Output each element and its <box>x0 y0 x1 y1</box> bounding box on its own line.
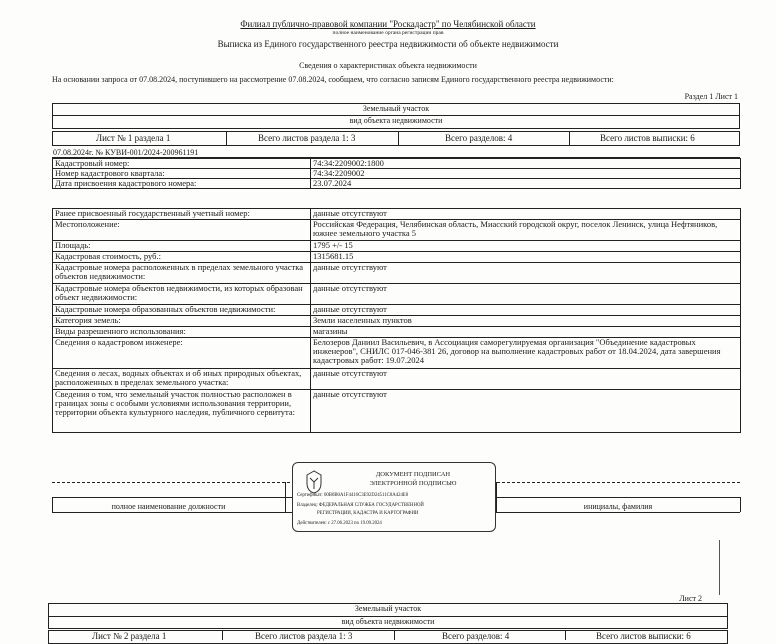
table-row <box>53 390 741 433</box>
row-value: 74:34:2209002 <box>311 169 741 179</box>
object-type-caption: вид объекта недвижимости <box>349 116 443 125</box>
sheet-2-sheets-total: Всего листов выписки: 6 <box>596 631 691 641</box>
stamp-certificate: Сертификат: 00B0B0A1F4416C3E92D24511C8A424E8 <box>297 493 409 498</box>
row-value: данные отсутствуют <box>311 284 741 305</box>
stamp-validity: Действителен: с 27.06.2023 по 19.09.2024 <box>297 521 382 526</box>
row-label: Сведения о кадастровом инженере: <box>53 338 311 369</box>
row-value: магазины <box>311 327 741 338</box>
table-row <box>53 159 741 169</box>
row-value: Российская Федерация, Челябинская область, Миасский городской округ, поселок Ленинск, улица Нефтяников, южнее земельного участка 5 <box>311 220 741 241</box>
table-row <box>53 263 741 284</box>
row-label: Ранее присвоенный государственный учетный номер: <box>53 209 311 220</box>
row-label: Виды разрешенного использования: <box>53 327 311 338</box>
sheet-2-object-type: Земельный участок <box>354 604 422 613</box>
table-row <box>53 169 741 179</box>
subtitle: Сведения о характеристиках объекта недвижимости <box>299 61 477 70</box>
row-label: Кадастровые номера образованных объектов недвижимости: <box>53 305 311 316</box>
row-value: 1795 +/- 15 <box>311 241 741 252</box>
sections-total: Всего разделов: 4 <box>445 133 513 143</box>
row-value: данные отсутствуют <box>311 390 741 433</box>
table-row <box>53 284 741 305</box>
row-label: Номер кадастрового квартала: <box>53 169 311 179</box>
extract-title: Выписка из Единого государственного реестра недвижимости об объекте недвижимости <box>217 39 559 49</box>
table-row <box>53 316 741 327</box>
table-row <box>53 241 741 252</box>
row-label: Сведения о лесах, водных объектах и об иных природных объектах, расположенных в пределах земельного участка: <box>53 369 311 390</box>
table-row <box>53 338 741 369</box>
row-value: 1315681.15 <box>311 252 741 263</box>
sheet-2-number: Лист № 2 раздела 1 <box>92 631 167 641</box>
row-label: Категория земель: <box>53 316 311 327</box>
row-value: данные отсутствуют <box>311 263 741 284</box>
row-value: Белозеров Даниил Васильевич, в Ассоциация саморегулируемая организация "Объединение кадастровых инженеров", СНИЛС 017-046-381 26, договор на выполнение кадастровых работ от 18.04.2024, дата завершения кадастровых работ: 19.07.2024 <box>311 338 741 369</box>
basis-text: На основании запроса от 07.08.2024, поступившего на рассмотрение 07.08.2024, сообщаем, что согласно записям Единого государственного реестра недвижимости: <box>52 75 614 84</box>
characteristics-table <box>52 208 741 433</box>
sheet-2-label: Лист 2 <box>679 594 702 603</box>
row-value: 23.07.2024 <box>311 179 741 189</box>
e-signature-stamp <box>292 462 496 532</box>
row-label: Кадастровые номера объектов недвижимости, из которых образован объект недвижимости: <box>53 284 311 305</box>
initials-caption: инициалы, фамилия <box>583 502 653 511</box>
row-label: Сведения о том, что земельный участок полностью расположен в границах зоны с особыми условиями использования территории, территории объекта культурного наследия, публичного сервитута: <box>53 390 311 433</box>
object-type: Земельный участок <box>362 104 430 113</box>
stamp-subtitle: ЭЛЕКТРОННОЙ ПОДПИСЬЮ <box>369 480 457 487</box>
row-label: Кадастровые номера расположенных в пределах земельного участка объектов недвижимости: <box>53 263 311 284</box>
table-row <box>53 252 741 263</box>
position-caption: полное наименование должности <box>111 502 226 511</box>
sheet-2-sheets-in-section: Всего листов раздела 1: 3 <box>255 631 353 641</box>
row-label: Дата присвоения кадастрового номера: <box>53 179 311 189</box>
stamp-title: ДОКУМЕНТ ПОДПИСАН <box>375 471 451 478</box>
row-value: данные отсутствуют <box>311 209 741 220</box>
row-label: Кадастровая стоимость, руб.: <box>53 252 311 263</box>
table-row <box>53 220 741 241</box>
sheets-in-section: Всего листов раздела 1: 3 <box>258 133 356 143</box>
row-value: данные отсутствуют <box>311 369 741 390</box>
table-row <box>53 209 741 220</box>
sheet-2-sections-total: Всего разделов: 4 <box>442 631 510 641</box>
row-label: Местоположение: <box>53 220 311 241</box>
sheet-number: Лист № 1 раздела 1 <box>96 133 171 143</box>
table-row <box>53 305 741 316</box>
branch-name: Филиал публично-правовой компании "Роскадастр" по Челябинской области <box>240 19 536 29</box>
row-label: Кадастровый номер: <box>53 159 311 169</box>
section-label: Раздел 1 Лист 1 <box>684 92 738 101</box>
row-label: Площадь: <box>53 241 311 252</box>
row-value: Земли населенных пунктов <box>311 316 741 327</box>
table-row <box>53 369 741 390</box>
document-reference: 07.08.2024г. № КУВИ-001/2024-200961191 <box>53 148 199 157</box>
branch-caption: полное наименование органа регистрации прав <box>332 30 444 36</box>
sheets-total: Всего листов выписки: 6 <box>600 133 695 143</box>
row-value: 74:34:2209002:1800 <box>311 159 741 169</box>
identification-table <box>52 158 741 189</box>
sheet-2-object-caption: вид объекта недвижимости <box>341 617 435 626</box>
stamp-owner: Владелец: ФЕДЕРАЛЬНАЯ СЛУЖБА ГОСУДАРСТВЕННОЙ <box>297 503 424 508</box>
stamp-owner-continued: РЕГИСТРАЦИИ, КАДАСТРА И КАРТОГРАФИИ <box>317 511 419 516</box>
emblem-icon <box>303 469 325 495</box>
table-row <box>53 327 741 338</box>
row-value: данные отсутствуют <box>311 305 741 316</box>
table-row <box>53 179 741 189</box>
